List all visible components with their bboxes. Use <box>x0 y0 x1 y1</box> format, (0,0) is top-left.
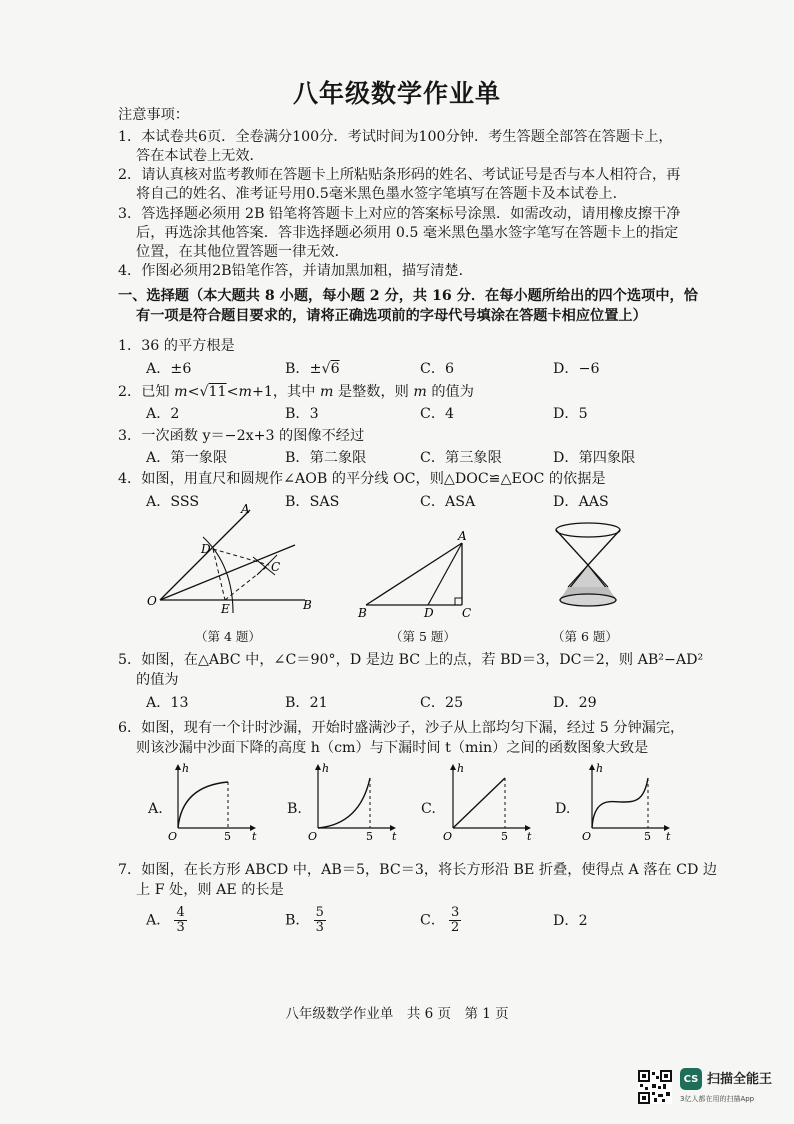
svg-text:h: h <box>322 762 330 775</box>
q4-stem: 4．如图，用直尺和圆规作∠AOB 的平分线 OC，则△DOC≌△EOC 的依据是 <box>118 471 606 487</box>
figure-5-caption: （第 5 题） <box>390 629 456 644</box>
fig5-label-d: D <box>424 606 434 620</box>
q2-stem: 2．已知 m<√11<m+1，其中 m 是整数，则 m 的值为 <box>118 384 474 400</box>
q1-option-c: C．6 <box>420 361 455 377</box>
q1-option-b: B．±√6 <box>285 361 340 377</box>
fig4-label-e: E <box>221 602 230 616</box>
q1-option-a: A．±6 <box>146 361 192 377</box>
q7-stem-cont: 上 F 处，则 AE 的长是 <box>136 882 284 898</box>
fig5-label-a: A <box>458 529 467 543</box>
page-footer: 八年级数学作业单 共 6 页 第 1 页 <box>285 1006 509 1022</box>
q4-option-a: A．SSS <box>146 494 200 510</box>
q7-stem: 7．如图，在长方形 ABCD 中，AB＝5，BC＝3，将长方形沿 BE 折叠，使得点 A 落在 CD 边 <box>118 862 718 878</box>
fig4-label-c: C <box>271 560 281 574</box>
svg-text:h: h <box>596 762 604 775</box>
q6-graph-b <box>308 762 398 842</box>
scanner-tagline: 3亿人都在用的扫描App <box>680 1095 755 1103</box>
fig5-label-b: B <box>358 606 367 620</box>
fig4-label-d: D <box>201 542 211 556</box>
q2-option-a: A．2 <box>146 406 180 422</box>
q5-option-a: A．13 <box>146 695 189 711</box>
q5-stem: 5．如图，在△ABC 中，∠C＝90°，D 是边 BC 上的点，若 BD＝3，DC＝2，则 AB²−AD² <box>118 652 704 668</box>
notice-line: 2．请认真核对监考教师在答题卡上所粘贴条形码的姓名、考试证号是否与本人相符合，再 <box>118 167 681 183</box>
notice-line: 答在本试卷上无效． <box>136 148 264 164</box>
svg-text:5: 5 <box>501 830 508 843</box>
fig5-label-c: C <box>462 606 472 620</box>
q2-option-d: D．5 <box>553 406 588 422</box>
figure-6-caption: （第 6 题） <box>552 629 618 644</box>
notice-heading: 注意事项： <box>118 107 189 123</box>
svg-text:O: O <box>582 830 592 843</box>
q6-stem-cont: 则该沙漏中沙面下降的高度 h（cm）与下漏时间 t（min）之间的函数图象大致是 <box>136 740 649 756</box>
fig4-label-a: A <box>241 502 250 516</box>
q7-option-b: B． $\frac{5}{3}$ <box>285 905 324 935</box>
camscanner-logo-icon: CS <box>680 1068 702 1090</box>
notice-line: 将自己的姓名、准考证号用0.5毫米黑色墨水签字笔填写在答题卡及本试卷上． <box>136 186 627 202</box>
section-heading: 一、选择题（本大题共 8 小题，每小题 2 分，共 16 分．在每小题所给出的四个选项中，恰 <box>118 288 698 304</box>
svg-text:t: t <box>392 830 397 843</box>
fig4-label-o: O <box>147 594 157 608</box>
figure-4-caption: （第 4 题） <box>195 629 261 644</box>
fig4-label-b: B <box>303 598 312 612</box>
q6-graph-a <box>168 762 258 842</box>
notice-line: 4．作图必须用2B铅笔作答，并请加黑加粗，描写清楚． <box>118 263 473 279</box>
svg-text:5: 5 <box>644 830 651 843</box>
scanner-brand: 扫描全能王 <box>707 1072 773 1087</box>
svg-text:O: O <box>168 830 178 843</box>
q6-option-c: C. <box>421 801 436 817</box>
notice-line: 3．答选择题必须用 2B 铅笔将答题卡上对应的答案标号涂黑．如需改动，请用橡皮擦干净 <box>118 206 681 222</box>
q6-option-d: D. <box>555 801 571 817</box>
notice-line: 后，再选涂其他答案．答非选择题必须用 0.5 毫米黑色墨水签字笔写在答题卡上的指定 <box>136 225 679 241</box>
notice-line: 位置，在其他位置答题一律无效． <box>136 244 349 260</box>
q3-stem: 3．一次函数 y＝−2x+3 的图像不经过 <box>118 428 365 444</box>
qr-code-icon <box>638 1070 672 1104</box>
q5-option-d: D．29 <box>553 695 597 711</box>
q6-graph-d <box>582 762 672 842</box>
q3-option-a: A．第一象限 <box>146 450 228 466</box>
q5-option-b: B．21 <box>285 695 328 711</box>
q6-graph-c <box>443 762 533 842</box>
figure-6-hourglass <box>548 520 628 610</box>
svg-text:O: O <box>443 830 453 843</box>
svg-text:t: t <box>252 830 257 843</box>
section-heading: 有一项是符合题目要求的，请将正确选项前的字母代号填涂在答题卡相应位置上） <box>136 308 647 324</box>
q3-option-b: B．第二象限 <box>285 450 367 466</box>
q7-option-c: C． $\frac{3}{2}$ <box>420 905 460 935</box>
q1-option-d: D．−6 <box>553 361 600 377</box>
svg-text:5: 5 <box>224 830 231 843</box>
q4-option-d: D．AAS <box>553 494 609 510</box>
q4-option-b: B．SAS <box>285 494 340 510</box>
page-title: 八年级数学作业单 <box>292 79 501 108</box>
q7-option-a: A． $\frac{4}{3}$ <box>146 905 185 935</box>
notice-line: 1．本试卷共6页．全卷满分100分．考试时间为100分钟．考生答题全部答在答题卡上， <box>118 129 673 145</box>
q2-option-b: B．3 <box>285 406 319 422</box>
q2-option-c: C．4 <box>420 406 455 422</box>
q5-option-c: C．25 <box>420 695 464 711</box>
svg-text:t: t <box>666 830 671 843</box>
q6-stem: 6．如图，现有一个计时沙漏，开始时盛满沙子，沙子从上部均匀下漏，经过 5 分钟漏完， <box>118 720 685 736</box>
q5-stem-cont: 的值为 <box>136 672 179 688</box>
q4-option-c: C．ASA <box>420 494 476 510</box>
q7-option-d: D．2 <box>553 913 588 929</box>
q3-option-c: C．第三象限 <box>420 450 502 466</box>
figure-5-triangle <box>358 529 478 620</box>
q6-option-b: B. <box>287 801 302 817</box>
svg-text:h: h <box>457 762 465 775</box>
svg-text:O: O <box>308 830 318 843</box>
svg-text:5: 5 <box>366 830 373 843</box>
q6-option-a: A. <box>148 801 163 817</box>
svg-text:h: h <box>182 762 190 775</box>
q1-stem: 1．36 的平方根是 <box>118 338 235 354</box>
svg-text:t: t <box>527 830 532 843</box>
q3-option-d: D．第四象限 <box>553 450 636 466</box>
